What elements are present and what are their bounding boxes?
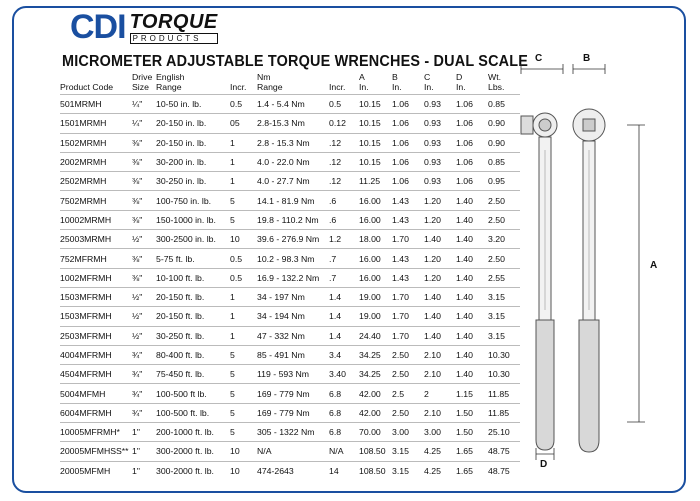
table-cell: 1503MFRMH — [60, 307, 132, 326]
table-cell: 1.06 — [456, 133, 488, 152]
table-cell: 1.65 — [456, 461, 488, 480]
table-cell: 11.85 — [488, 384, 520, 403]
table-row — [60, 423, 520, 442]
table-row — [60, 152, 520, 171]
table-row — [60, 210, 520, 229]
table-cell: 1 — [230, 287, 257, 306]
table-cell: 0.5 — [230, 268, 257, 287]
table-cell: ½" — [132, 287, 156, 306]
table-cell: 1.40 — [456, 249, 488, 268]
table-cell: 10002MRMH — [60, 210, 132, 229]
table-cell: 5 — [230, 345, 257, 364]
column-header — [230, 72, 257, 95]
table-cell: ¾" — [132, 345, 156, 364]
table-cell: 1.43 — [392, 268, 424, 287]
table-cell: 1.40 — [424, 326, 456, 345]
table-cell: 1.40 — [456, 287, 488, 306]
table-cell: 3.4 — [329, 345, 359, 364]
table-cell: 1.15 — [456, 384, 488, 403]
wrench-front-view — [573, 109, 605, 452]
table-cell: 1.4 - 5.4 Nm — [257, 95, 329, 114]
table-cell: 6.8 — [329, 423, 359, 442]
table-cell: .7 — [329, 268, 359, 287]
table-row — [60, 133, 520, 152]
column-header-line: In. — [359, 82, 369, 92]
table-cell: 1.20 — [424, 268, 456, 287]
dimension-b-label: B — [583, 53, 591, 64]
table-cell: 1502MRMH — [60, 133, 132, 152]
table-row — [60, 191, 520, 210]
dimension-d-label: D — [540, 459, 548, 470]
table-cell: 30-200 in. lb. — [156, 152, 230, 171]
table-cell: ½" — [132, 307, 156, 326]
table-cell: 30-250 in. lb. — [156, 172, 230, 191]
table-cell: 2.50 — [392, 345, 424, 364]
table-cell: 1.2 — [329, 230, 359, 249]
table-cell: 1.06 — [456, 95, 488, 114]
table-cell: 20-150 ft. lb. — [156, 287, 230, 306]
column-header — [359, 72, 392, 95]
table-cell: 1.40 — [424, 230, 456, 249]
table-cell: 3.00 — [392, 423, 424, 442]
table-row — [60, 230, 520, 249]
table-cell: 1.20 — [424, 249, 456, 268]
table-cell: 10.15 — [359, 133, 392, 152]
column-header-line: Range — [257, 82, 283, 92]
table-cell: 70.00 — [359, 423, 392, 442]
table-cell: 0.93 — [424, 152, 456, 171]
table-cell: 1.40 — [456, 307, 488, 326]
table-cell: 18.00 — [359, 230, 392, 249]
table-cell: 1.40 — [456, 191, 488, 210]
table-cell: 10.15 — [359, 95, 392, 114]
table-cell: 1.06 — [392, 152, 424, 171]
table-cell: 25003MRMH — [60, 230, 132, 249]
table-cell: ¾" — [132, 365, 156, 384]
table-header-row — [60, 72, 520, 95]
table-cell: 1.43 — [392, 191, 424, 210]
table-cell: 42.00 — [359, 384, 392, 403]
table-cell: ¾" — [132, 384, 156, 403]
table-cell: 10005MFRMH* — [60, 423, 132, 442]
table-cell: 1 — [230, 133, 257, 152]
column-header-line: B — [392, 72, 398, 82]
table-cell: 2.10 — [424, 345, 456, 364]
logo-brand — [130, 12, 218, 44]
table-cell: 0.85 — [488, 152, 520, 171]
table-cell: 2.50 — [392, 365, 424, 384]
table-cell: 0.90 — [488, 114, 520, 133]
table-cell: 0.5 — [230, 249, 257, 268]
table-cell: 30-250 ft. lb. — [156, 326, 230, 345]
table-cell: 20-150 in. lb. — [156, 114, 230, 133]
column-header — [257, 72, 329, 95]
table-cell: 1.4 — [329, 287, 359, 306]
dimension-c-label: C — [535, 53, 543, 64]
table-cell: 10.30 — [488, 345, 520, 364]
table-cell: 1.06 — [456, 172, 488, 191]
table-cell: 0.93 — [424, 114, 456, 133]
table-cell: 3.40 — [329, 365, 359, 384]
table-row — [60, 172, 520, 191]
cdi-torque-logo — [70, 8, 218, 46]
table-cell: 1 — [230, 172, 257, 191]
table-cell: ¼" — [132, 95, 156, 114]
table-cell: ⅜" — [132, 133, 156, 152]
table-row — [60, 268, 520, 287]
dimension-a-label: A — [650, 260, 658, 271]
table-cell: 108.50 — [359, 461, 392, 480]
table-cell: 1.4 — [329, 307, 359, 326]
table-cell: 39.6 - 276.9 Nm — [257, 230, 329, 249]
table-row — [60, 307, 520, 326]
table-cell: 169 - 779 Nm — [257, 384, 329, 403]
table-cell: 300-2500 in. lb. — [156, 230, 230, 249]
table-cell: 501MRMH — [60, 95, 132, 114]
column-header-line: Drive — [132, 72, 153, 82]
table-cell: 10 — [230, 230, 257, 249]
table-cell: .6 — [329, 191, 359, 210]
column-header-line: C — [424, 72, 431, 82]
table-cell: 1.20 — [424, 210, 456, 229]
table-cell: 5 — [230, 403, 257, 422]
table-row — [60, 326, 520, 345]
table-cell: 20-150 ft. lb. — [156, 307, 230, 326]
table-cell: 10.2 - 98.3 Nm — [257, 249, 329, 268]
table-cell: 6.8 — [329, 403, 359, 422]
table-cell: ⅜" — [132, 172, 156, 191]
column-header — [424, 72, 456, 95]
table-cell: 3.15 — [392, 442, 424, 461]
table-cell: 305 - 1322 Nm — [257, 423, 329, 442]
table-cell: 2.55 — [488, 268, 520, 287]
table-cell: 1.70 — [392, 230, 424, 249]
table-cell: 1.06 — [392, 95, 424, 114]
table-cell: 100-750 in. lb. — [156, 191, 230, 210]
table-cell: .6 — [329, 210, 359, 229]
table-cell: 1002MFRMH — [60, 268, 132, 287]
column-header-line: Size — [132, 82, 149, 92]
column-header-line: D — [456, 72, 463, 82]
column-header-line: In. — [392, 82, 402, 92]
table-cell: N/A — [257, 442, 329, 461]
table-cell: 3.15 — [488, 287, 520, 306]
column-header-line: Range — [156, 82, 182, 92]
table-row — [60, 345, 520, 364]
table-cell: 20005MFMHSS** — [60, 442, 132, 461]
table-cell: 4504MFRMH — [60, 365, 132, 384]
table-cell: 19.00 — [359, 287, 392, 306]
table-cell: 7502MRMH — [60, 191, 132, 210]
column-header-line: Product Code — [60, 82, 114, 92]
table-cell: 1.40 — [456, 345, 488, 364]
table-cell: .7 — [329, 249, 359, 268]
table-cell: 11.85 — [488, 403, 520, 422]
table-cell: ¼" — [132, 114, 156, 133]
table-cell: 1.40 — [456, 365, 488, 384]
table-cell: 2002MRMH — [60, 152, 132, 171]
table-cell: 1.50 — [456, 403, 488, 422]
table-cell: 1.70 — [392, 326, 424, 345]
table-cell: .12 — [329, 133, 359, 152]
table-cell: 2.5 — [392, 384, 424, 403]
table-cell: 1 — [230, 307, 257, 326]
table-cell: 2.8 - 15.3 Nm — [257, 133, 329, 152]
table-cell: 1.40 — [456, 326, 488, 345]
table-cell: 1.40 — [424, 287, 456, 306]
table-cell: 2 — [424, 384, 456, 403]
table-cell: 1 — [230, 326, 257, 345]
table-row — [60, 114, 520, 133]
column-header — [392, 72, 424, 95]
table-cell: 1.43 — [392, 210, 424, 229]
table-cell: 752MFRMH — [60, 249, 132, 268]
table-cell: 3.00 — [424, 423, 456, 442]
table-cell: 1" — [132, 442, 156, 461]
table-cell: 150-1000 in. lb. — [156, 210, 230, 229]
table-cell: 1.06 — [392, 114, 424, 133]
column-header-line: Lbs. — [488, 82, 505, 92]
table-cell: 1" — [132, 461, 156, 480]
table-cell: 10-100 ft. lb. — [156, 268, 230, 287]
table-cell: 1" — [132, 423, 156, 442]
table-cell: 6.8 — [329, 384, 359, 403]
table-row — [60, 95, 520, 114]
table-cell: 80-400 ft. lb. — [156, 345, 230, 364]
table-cell: ⅜" — [132, 152, 156, 171]
table-cell: 200-1000 ft. lb. — [156, 423, 230, 442]
column-header-line: Incr. — [230, 82, 247, 92]
table-cell: ½" — [132, 326, 156, 345]
column-header-line: Incr. — [329, 82, 346, 92]
table-row — [60, 442, 520, 461]
table-row — [60, 461, 520, 480]
table-cell: ½" — [132, 230, 156, 249]
table-cell: 34.25 — [359, 345, 392, 364]
table-cell: 16.9 - 132.2 Nm — [257, 268, 329, 287]
table-cell: 1.40 — [456, 230, 488, 249]
table-row — [60, 403, 520, 422]
table-cell: 42.00 — [359, 403, 392, 422]
table-cell: 0.85 — [488, 95, 520, 114]
table-cell: 2.10 — [424, 403, 456, 422]
page-title: MICROMETER ADJUSTABLE TORQUE WRENCHES - DUAL SCALE — [62, 53, 529, 70]
table-body — [60, 95, 520, 480]
table-cell: 2.50 — [488, 210, 520, 229]
table-cell: ⅜" — [132, 268, 156, 287]
table-row — [60, 384, 520, 403]
table-cell: 5 — [230, 365, 257, 384]
table-cell: 4.0 - 27.7 Nm — [257, 172, 329, 191]
table-cell: 0.93 — [424, 172, 456, 191]
table-cell: ⅜" — [132, 191, 156, 210]
table-cell: 1 — [230, 152, 257, 171]
table-cell: 1.70 — [392, 287, 424, 306]
table-cell: 5004MFMH — [60, 384, 132, 403]
table-cell: 169 - 779 Nm — [257, 403, 329, 422]
table-cell: 1.40 — [456, 268, 488, 287]
table-cell: 2.50 — [392, 403, 424, 422]
table-cell: 34 - 194 Nm — [257, 307, 329, 326]
column-header-line: In. — [424, 82, 434, 92]
table-cell: 4.25 — [424, 442, 456, 461]
table-cell: ⅜" — [132, 210, 156, 229]
table-cell: 19.00 — [359, 307, 392, 326]
table-cell: 0.5 — [329, 95, 359, 114]
table-cell: 75-450 ft. lb. — [156, 365, 230, 384]
table-cell: 85 - 491 Nm — [257, 345, 329, 364]
column-header-line: Nm — [257, 72, 271, 82]
table-cell: 47 - 332 Nm — [257, 326, 329, 345]
table-cell: 1.70 — [392, 307, 424, 326]
table-cell: 20005MFMH — [60, 461, 132, 480]
table-cell: 3.15 — [392, 461, 424, 480]
table-cell: 5 — [230, 423, 257, 442]
table-cell: ⅜" — [132, 249, 156, 268]
column-header — [132, 72, 156, 95]
table-cell: 4004MFRMH — [60, 345, 132, 364]
table-cell: 14 — [329, 461, 359, 480]
table-cell: 2.50 — [488, 191, 520, 210]
table-cell: 1.43 — [392, 249, 424, 268]
table-cell: 1.20 — [424, 191, 456, 210]
table-cell: 474-2643 — [257, 461, 329, 480]
wrench-side-view — [521, 113, 557, 450]
table-cell: .12 — [329, 172, 359, 191]
table-cell: 05 — [230, 114, 257, 133]
table-cell: 1503MFRMH — [60, 287, 132, 306]
table-cell: 2.10 — [424, 365, 456, 384]
table-cell: 1.65 — [456, 442, 488, 461]
table-cell: 100-500 ft. lb. — [156, 403, 230, 422]
table-cell: 48.75 — [488, 461, 520, 480]
table-cell: 0.12 — [329, 114, 359, 133]
table-cell: 19.8 - 110.2 Nm — [257, 210, 329, 229]
table-cell: 34.25 — [359, 365, 392, 384]
table-cell: 1501MRMH — [60, 114, 132, 133]
table-cell: 0.90 — [488, 133, 520, 152]
table-cell: 20-150 in. lb. — [156, 133, 230, 152]
table-cell: 3.15 — [488, 307, 520, 326]
table-cell: 16.00 — [359, 191, 392, 210]
table-cell: 1.06 — [392, 172, 424, 191]
table-cell: 10.30 — [488, 365, 520, 384]
table-cell: 3.20 — [488, 230, 520, 249]
table-cell: 48.75 — [488, 442, 520, 461]
column-header-line: English — [156, 72, 185, 82]
table-cell: 4.25 — [424, 461, 456, 480]
table-cell: 2503MFRMH — [60, 326, 132, 345]
column-header-line: A — [359, 72, 365, 82]
table-cell: 5 — [230, 210, 257, 229]
table-cell: 1.40 — [456, 210, 488, 229]
table-row — [60, 365, 520, 384]
table-cell: 1.50 — [456, 423, 488, 442]
table-cell: 2.8-15.3 Nm — [257, 114, 329, 133]
table-cell: 11.25 — [359, 172, 392, 191]
table-cell: 300-2000 ft. lb. — [156, 442, 230, 461]
table-cell: 119 - 593 Nm — [257, 365, 329, 384]
spec-table — [60, 72, 520, 480]
table-cell: 10.15 — [359, 114, 392, 133]
table-cell: 4.0 - 22.0 Nm — [257, 152, 329, 171]
table-cell: 5 — [230, 384, 257, 403]
column-header-line: Wt. — [488, 72, 502, 82]
wrench-diagram — [505, 50, 680, 470]
table-cell: ¾" — [132, 403, 156, 422]
table-row — [60, 249, 520, 268]
table-cell: .12 — [329, 152, 359, 171]
table-cell: 10-50 in. lb. — [156, 95, 230, 114]
table-cell: 2502MRMH — [60, 172, 132, 191]
table-cell: 34 - 197 Nm — [257, 287, 329, 306]
table-cell: 2.50 — [488, 249, 520, 268]
table-cell: 10 — [230, 461, 257, 480]
table-cell: 1.06 — [456, 152, 488, 171]
column-header — [329, 72, 359, 95]
table-cell: 0.93 — [424, 95, 456, 114]
table-cell: 3.15 — [488, 326, 520, 345]
table-cell: 300-2000 ft. lb. — [156, 461, 230, 480]
table-cell: 10 — [230, 442, 257, 461]
table-cell: 25.10 — [488, 423, 520, 442]
logo-torque-text: TORQUE — [129, 11, 218, 33]
table-row — [60, 287, 520, 306]
logo-cdi-text: CDI — [70, 8, 126, 46]
table-cell: 1.06 — [392, 133, 424, 152]
column-header — [456, 72, 488, 95]
table-cell: 0.93 — [424, 133, 456, 152]
logo-products-text: PRODUCTS — [130, 33, 218, 44]
table-cell: 6004MFRMH — [60, 403, 132, 422]
table-cell: 16.00 — [359, 210, 392, 229]
table-cell: N/A — [329, 442, 359, 461]
table-cell: 100-500 ft lb. — [156, 384, 230, 403]
table-cell: 24.40 — [359, 326, 392, 345]
table-cell: 14.1 - 81.9 Nm — [257, 191, 329, 210]
table-cell: 108.50 — [359, 442, 392, 461]
column-header-line: In. — [456, 82, 466, 92]
table-cell: 1.40 — [424, 307, 456, 326]
table-cell: 16.00 — [359, 249, 392, 268]
table-cell: 10.15 — [359, 152, 392, 171]
table-cell: 0.95 — [488, 172, 520, 191]
column-header — [60, 72, 132, 95]
table-cell: 5-75 ft. lb. — [156, 249, 230, 268]
table-cell: 1.06 — [456, 114, 488, 133]
table-cell: 0.5 — [230, 95, 257, 114]
table-cell: 16.00 — [359, 268, 392, 287]
column-header — [156, 72, 230, 95]
table-cell: 1.4 — [329, 326, 359, 345]
table-cell: 5 — [230, 191, 257, 210]
